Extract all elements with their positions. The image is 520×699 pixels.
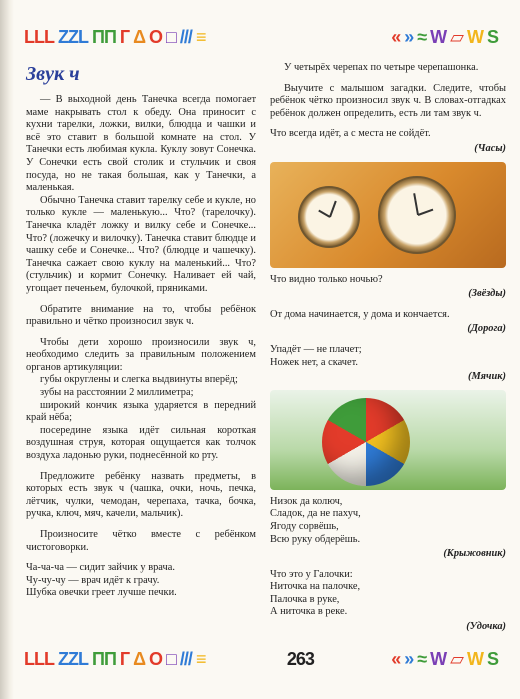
section-title: Звук ч — [26, 63, 80, 85]
riddle-line: Что видно только ночью? — [270, 273, 383, 285]
riddle-line: От дома начинается, у дома и кончается. — [270, 308, 450, 320]
border-glyph: » — [404, 27, 414, 47]
paragraph: широкий кончик языка ударяется в передний край нёба; — [26, 399, 256, 424]
paragraph: Произносите чётко вместе с ребёнком чистоговорки. — [26, 529, 256, 553]
paragraph: Чтобы дети хорошо произносили звук ч, необходимо следить за правильным положением органов артикуляции: — [26, 336, 256, 373]
border-glyph: W — [430, 649, 447, 669]
border-glyph: W — [466, 27, 483, 47]
verse-line: Ча-ча-ча — сидит зайчик у врача. — [26, 562, 175, 574]
verse-line: Шубка овечки греет лучше печки. — [26, 587, 177, 599]
riddle-line: Ниточка на палочке, — [270, 581, 361, 593]
border-letters-right — [391, 648, 502, 670]
pocket-watch-icon — [298, 186, 360, 248]
paragraph: губы округлены и слегка выдвинуты вперёд; — [40, 374, 238, 386]
paragraph: Предложите ребёнку назвать предметы, в которых есть звук ч (чашка, очки, ночь, печка, лётчик, чулки, чемодан, черепаха, тачка, бочка, ручка, ключ, мяч, качели, мальчик). — [26, 470, 256, 520]
border-glyph: « — [391, 649, 401, 669]
border-glyph: « — [391, 27, 401, 47]
tongue-twisters — [26, 562, 256, 600]
border-glyph: □ — [166, 27, 176, 47]
page-spine-shadow — [0, 0, 14, 699]
riddle — [270, 496, 506, 561]
riddle — [270, 274, 506, 301]
border-glyph: S — [486, 27, 498, 47]
verse-line: Чу-чу-чу — врач идёт к грачу. — [26, 574, 160, 586]
border-glyph: /// — [179, 649, 192, 669]
border-glyph: O — [149, 27, 163, 47]
border-glyph: ≡ — [195, 27, 206, 47]
riddle — [270, 309, 506, 336]
right-column — [270, 62, 506, 634]
border-glyph: ZZL — [58, 27, 88, 47]
page-number: 263 — [286, 649, 314, 669]
border-letters-left — [24, 26, 209, 48]
border-glyph: ≈ — [417, 649, 427, 669]
border-glyph: W — [466, 649, 483, 669]
paragraph: Выучите с малышом загадки. Следите, чтобы ребёнок чётко произносил звук ч. В словах-отгадках ребёнок должен определить, есть ли там звук ч. — [270, 82, 506, 119]
paragraph: посередине языка идёт сильная короткая воздушная струя, которая ощущается как толчок воздуха ладонью руки, поднесённой ко рту. — [26, 424, 256, 462]
riddle-answer: (Удочка) — [466, 621, 506, 633]
paragraph: — В выходной день Танечка всегда помогает маме накрывать стол к обеду. Она приносит с кухни тарелки, ложки, вилки, блюдца и чашки и всё это ставит в большой комнате на стол. У Танечки есть любимая кукла. Куклу зовут Сонечка. У Сонечки есть свой столик и стульчик и своя посуда, но не такая большая, как у Танечки, а маленькая. — [26, 94, 256, 194]
left-column — [26, 62, 256, 600]
border-glyph: ▱ — [450, 27, 463, 47]
border-glyph: » — [404, 649, 414, 669]
riddle-line: Всю руку обдерёшь. — [270, 533, 361, 545]
border-glyph: ПП — [92, 649, 116, 669]
border-glyph: O — [149, 649, 163, 669]
riddle-answer: (Дорога) — [467, 323, 506, 335]
border-glyph: S — [486, 649, 498, 669]
beach-ball-icon — [322, 398, 410, 486]
border-glyph: LLL — [24, 649, 54, 669]
border-glyph: LLL — [24, 27, 54, 47]
riddle-line: Ножек нет, а скачет. — [270, 356, 358, 368]
riddle-line: Ягоду сорвёшь, — [270, 520, 339, 532]
border-glyph: □ — [166, 649, 176, 669]
paragraph: зубы на расстоянии 2 миллиметра; — [40, 387, 194, 399]
border-glyph: ▱ — [450, 649, 463, 669]
riddle-line: Низок да колюч, — [270, 495, 343, 507]
riddle-answer: (Часы) — [474, 142, 506, 154]
riddle-line: Упадёт — не плачет; — [270, 343, 362, 355]
riddle-line: Сладок, да не пахуч, — [270, 508, 361, 520]
riddle-line: Палочка в руке, — [270, 593, 340, 605]
riddle — [270, 344, 506, 384]
riddle — [270, 128, 506, 155]
paragraph: Обратите внимание на то, чтобы ребёнок правильно и чётко произносил звук ч. — [26, 303, 256, 328]
border-glyph: /// — [179, 27, 192, 47]
riddle — [270, 569, 506, 634]
paragraph: Обычно Танечка ставит тарелку себе и кукле, но только кукле — маленькую... Что? (тарелочку). Танечка кладёт ложку и вилку себе и Сонечке... Что? (ложечку и вилочку). Танечка ставит блюдце и чашку себе и Сонечке... Что? (блюдце и чашечку). Танечка сажает свою куклу на маленький... Что? (стульчик) и кормит Сонечку. Наливает ей чай, угощает печеньем, булочкой, пряниками. — [26, 194, 256, 294]
pocket-watch-icon — [378, 176, 456, 254]
decorative-border-bottom — [24, 648, 502, 670]
border-glyph: W — [430, 27, 447, 47]
border-glyph: ≡ — [195, 649, 206, 669]
riddle-line: Что это у Галочки: — [270, 568, 353, 580]
paragraph: У четырёх черепах по четыре черепашонка. — [284, 62, 479, 73]
border-glyph: ZZL — [58, 649, 88, 669]
decorative-border-top — [24, 26, 502, 48]
border-letters-right — [391, 26, 502, 48]
pocket-watches-illustration — [270, 162, 506, 268]
riddle-answer: (Мячик) — [467, 371, 506, 383]
border-letters-left — [24, 648, 209, 670]
riddle-line: Что всегда идёт, а с места не сойдёт. — [270, 128, 431, 140]
ball-illustration — [270, 390, 506, 490]
border-glyph: Δ — [133, 27, 146, 47]
riddle-answer: (Крыжовник) — [443, 548, 506, 560]
riddle-answer: (Звёзды) — [468, 288, 506, 300]
border-glyph: Δ — [133, 649, 146, 669]
border-glyph: ПП — [92, 27, 116, 47]
border-glyph: Г — [119, 27, 130, 47]
border-glyph: Г — [119, 649, 130, 669]
border-glyph: ≈ — [417, 27, 427, 47]
riddle-line: А ниточка в реке. — [270, 606, 348, 618]
